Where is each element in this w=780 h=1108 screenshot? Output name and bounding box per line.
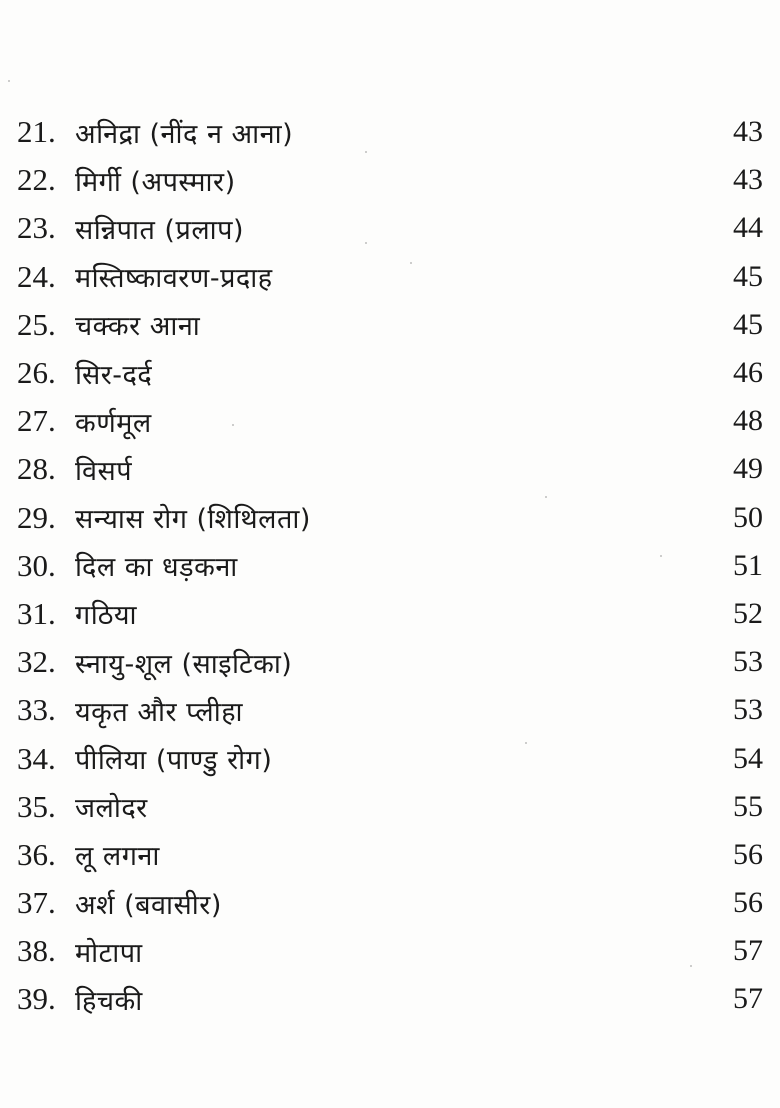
toc-entry-title: गठिया [75, 600, 138, 632]
toc-entry-title: दिल का धड़कना [75, 552, 238, 584]
toc-entry-page: 50 [733, 500, 763, 534]
toc-entry-number: 26. [17, 355, 56, 391]
toc-entry-page: 51 [733, 548, 763, 582]
toc-entry[interactable] [17, 927, 765, 975]
toc-entry[interactable] [17, 590, 765, 638]
toc-entry-title: हिचकी [75, 985, 143, 1017]
toc-entry-page: 49 [733, 452, 763, 486]
toc-entry-page: 46 [733, 356, 763, 390]
toc-entry-number: 38. [17, 933, 56, 969]
toc-entry[interactable] [17, 734, 765, 782]
toc-entry-title: सिर-दर्द [75, 359, 153, 391]
toc-entry[interactable] [17, 445, 765, 493]
toc-entry[interactable] [17, 638, 765, 686]
toc-entry[interactable] [17, 783, 765, 831]
toc-entry-page: 53 [733, 693, 763, 727]
toc-entry-number: 24. [17, 258, 56, 294]
toc-entry[interactable] [17, 686, 765, 734]
toc-entry-title: सन्निपात (प्रलाप) [75, 214, 245, 246]
toc-entry-page: 57 [733, 982, 763, 1016]
toc-entry-number: 29. [17, 499, 56, 535]
toc-entry-page: 48 [733, 404, 763, 438]
toc-entry-title: कर्णमूल [75, 407, 152, 439]
toc-entry[interactable] [17, 831, 765, 879]
toc-entry-page: 54 [733, 741, 763, 775]
toc-entry-number: 34. [17, 740, 56, 776]
toc-entry-number: 25. [17, 306, 56, 342]
toc-entry-page: 45 [733, 259, 763, 293]
toc-entry-page: 43 [733, 115, 763, 149]
toc-entry-title: विसर्प [75, 455, 133, 487]
toc-entry-page: 43 [733, 163, 763, 197]
toc-entry-title: चक्कर आना [75, 311, 201, 343]
toc-entry-number: 27. [17, 403, 56, 439]
toc-entry-page: 55 [733, 789, 763, 823]
toc-entry[interactable] [17, 301, 765, 349]
toc-entry-number: 21. [17, 114, 56, 150]
toc-entry[interactable] [17, 879, 765, 927]
toc-entry[interactable] [17, 494, 765, 542]
toc-entry[interactable] [17, 156, 765, 204]
toc-entry-page: 52 [733, 596, 763, 630]
toc-entry[interactable] [17, 349, 765, 397]
toc-entry-title: लू लगना [75, 841, 160, 873]
toc-entry-title: यकृत और प्लीहा [75, 696, 244, 728]
toc-entry-title: स्नायु-शूल (साइटिका) [75, 648, 293, 680]
toc-entry[interactable] [17, 397, 765, 445]
toc-entry-page: 56 [733, 886, 763, 920]
toc-entry-title: अर्श (बवासीर) [75, 889, 222, 921]
toc-entry[interactable] [17, 975, 765, 1023]
toc-entry-number: 30. [17, 547, 56, 583]
toc-entry-number: 36. [17, 836, 56, 872]
toc-entry-title: मिर्गी (अपस्मार) [75, 166, 236, 198]
toc-entry-number: 35. [17, 788, 56, 824]
table-of-contents [17, 108, 765, 1024]
toc-entry-number: 23. [17, 210, 56, 246]
toc-entry-number: 39. [17, 981, 56, 1017]
toc-entry-number: 28. [17, 451, 56, 487]
toc-entry-page: 57 [733, 934, 763, 968]
toc-entry-number: 22. [17, 162, 56, 198]
toc-entry-page: 56 [733, 837, 763, 871]
toc-entry-title: अनिद्रा (नींद न आना) [75, 118, 294, 150]
toc-entry[interactable] [17, 542, 765, 590]
toc-entry-title: जलोदर [75, 793, 148, 825]
toc-entry-title: मोटापा [75, 937, 143, 969]
toc-entry-page: 44 [733, 211, 763, 245]
scan-speck [8, 80, 10, 82]
toc-entry-number: 37. [17, 885, 56, 921]
toc-entry-title: मस्तिष्कावरण-प्रदाह [75, 263, 273, 295]
toc-entry-number: 32. [17, 644, 56, 680]
toc-entry-title: पीलिया (पाण्डु रोग) [75, 745, 273, 777]
toc-entry[interactable] [17, 204, 765, 252]
toc-entry-title: सन्यास रोग (शिथिलता) [75, 504, 311, 536]
toc-entry-number: 31. [17, 595, 56, 631]
toc-entry[interactable] [17, 253, 765, 301]
toc-entry-page: 53 [733, 645, 763, 679]
toc-entry-page: 45 [733, 307, 763, 341]
toc-entry[interactable] [17, 108, 765, 156]
toc-entry-number: 33. [17, 692, 56, 728]
